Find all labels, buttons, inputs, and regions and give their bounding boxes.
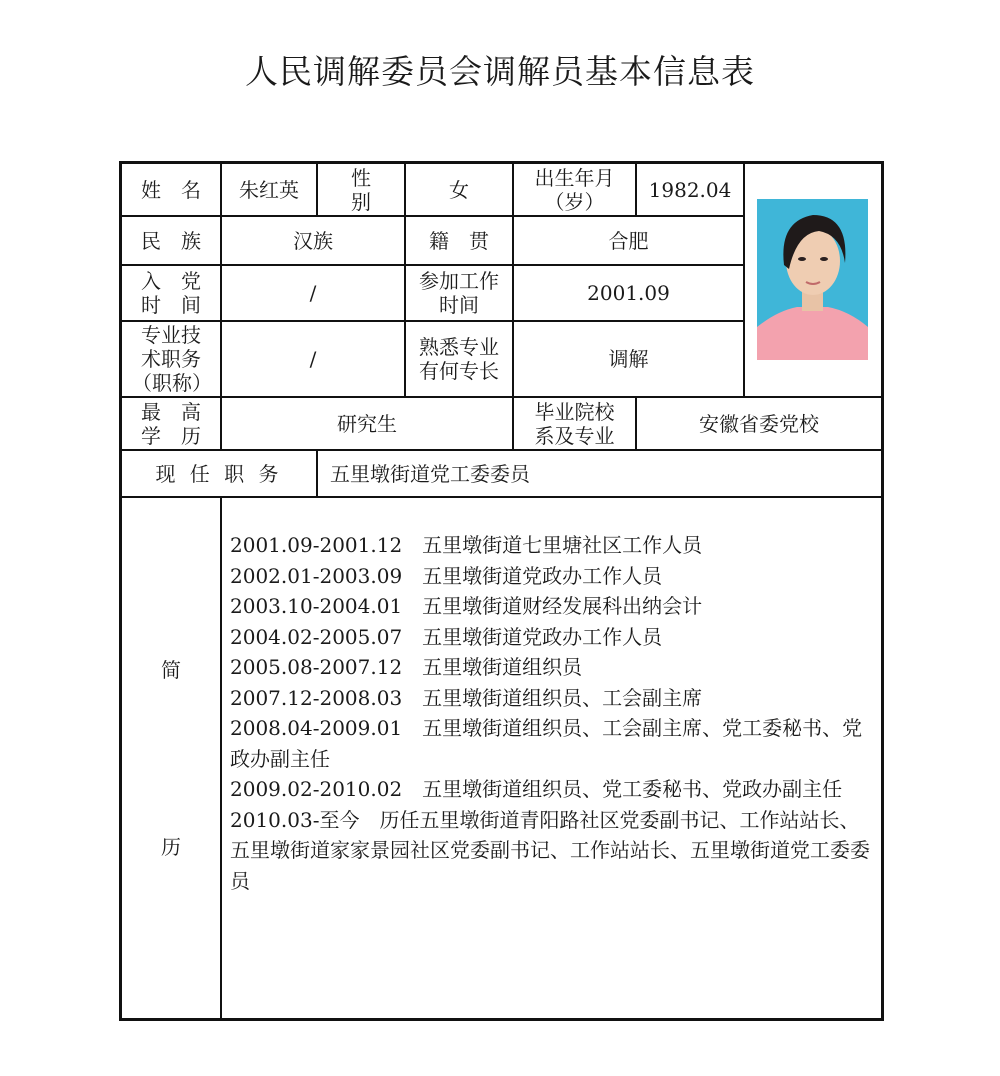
label-work-start: 参加工作时间: [419, 269, 499, 317]
label-name: 姓 名: [141, 177, 201, 202]
label-ethnicity: 民 族: [141, 228, 201, 253]
resume-entry: 2010.03-至今 历任五里墩街道青阳路社区党委副书记、工作站站长、 五里墩街道家家景园社区党委副书记、工作站站长、五里墩街道党工委委员: [230, 807, 870, 893]
label-school: 毕业院校系及专业: [534, 399, 615, 448]
label-resume-2: 历: [161, 835, 181, 859]
label-resume-1: 简: [161, 658, 181, 682]
label-education: 最 高学 历: [141, 399, 201, 448]
portrait-photo: [757, 199, 868, 360]
value-gender: 女: [449, 177, 469, 202]
value-position: 五里墩街道党工委委员: [330, 461, 530, 486]
resume-entry: 2007.12-2008.03 五里墩街道组织员、工会副主席: [230, 685, 703, 710]
value-ethnicity: 汉族: [293, 228, 333, 253]
label-specialty: 熟悉专业有何专长: [419, 335, 499, 383]
resume-entry: 2002.01-2003.09 五里墩街道党政办工作人员: [230, 563, 663, 588]
label-native: 籍 贯: [429, 228, 489, 253]
value-name: 朱红英: [239, 177, 299, 202]
value-party: /: [309, 281, 317, 305]
label-gender: 性别: [351, 165, 371, 214]
resume-entry: 2009.02-2010.02 五里墩街道组织员、党工委秘书、党政办副主任: [230, 777, 843, 801]
resume-entry: 2008.04-2009.01 五里墩街道组织员、工会副主席、党工委秘书、党政办副主任: [230, 716, 863, 771]
value-school: 安徽省委党校: [699, 411, 819, 436]
value-work-start: 2001.09: [587, 281, 670, 305]
value-native: 合肥: [608, 228, 649, 253]
value-title: /: [309, 347, 317, 371]
label-title: 专业技术职务（职称）: [132, 323, 212, 395]
label-birth: 出生年月（岁）: [534, 165, 615, 214]
label-position: 现 任 职 务: [155, 461, 283, 486]
resume-entry: 2001.09-2001.12 五里墩街道七里塘社区工作人员: [230, 533, 703, 557]
portrait-icon: [757, 199, 868, 360]
resume-list: [230, 530, 878, 896]
resume-entry: 2005.08-2007.12 五里墩街道组织员: [230, 655, 583, 679]
value-education: 研究生: [337, 411, 397, 436]
resume-entry: 2004.02-2005.07 五里墩街道党政办工作人员: [230, 624, 663, 649]
value-specialty: 调解: [608, 347, 649, 371]
resume-entry: 2003.10-2004.01 五里墩街道财经发展科出纳会计: [230, 594, 703, 618]
label-party: 入 党时 间: [141, 269, 201, 317]
value-birth: 1982.04: [648, 177, 732, 202]
page-title: 人民调解委员会调解员基本信息表: [245, 52, 755, 91]
